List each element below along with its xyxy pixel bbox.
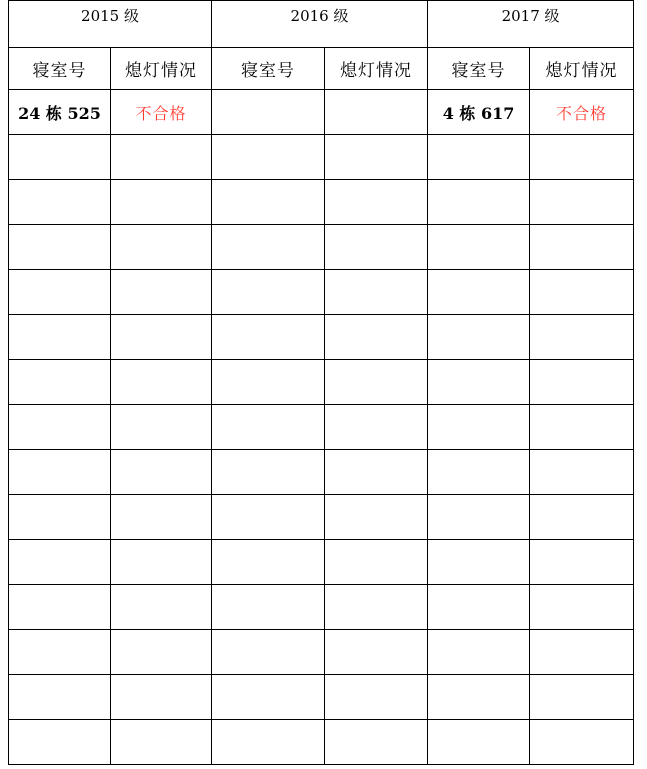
lights-status-cell (111, 450, 212, 495)
table-row (9, 180, 634, 225)
lights-status-cell (325, 495, 428, 540)
table-row (9, 270, 634, 315)
lights-status-cell (530, 630, 634, 675)
lights-status-cell (111, 360, 212, 405)
lights-status-cell (111, 495, 212, 540)
lights-status-cell: 不合格 (530, 90, 634, 135)
room-number-cell (428, 360, 530, 405)
lights-status-cell (325, 405, 428, 450)
lights-status-cell (530, 540, 634, 585)
table-row (9, 630, 634, 675)
room-number-cell (9, 450, 111, 495)
year-header-row (9, 1, 634, 48)
room-number-cell (212, 180, 325, 225)
column-header-lights: 熄灯情况 (530, 48, 634, 90)
room-number-cell (9, 270, 111, 315)
year-header-2016: 2016 级 (212, 1, 428, 48)
table-row (9, 135, 634, 180)
room-number-cell (428, 675, 530, 720)
room-number-cell (428, 180, 530, 225)
column-header-room: 寝室号 (212, 48, 325, 90)
lights-status-cell (530, 315, 634, 360)
lights-status-cell (325, 450, 428, 495)
table-row (9, 405, 634, 450)
column-header-room: 寝室号 (428, 48, 530, 90)
room-number-cell (212, 360, 325, 405)
lights-status-cell (325, 90, 428, 135)
lights-status-cell (111, 180, 212, 225)
room-number-cell (212, 675, 325, 720)
table-row (9, 720, 634, 765)
table-row (9, 450, 634, 495)
room-number-cell (212, 90, 325, 135)
room-number-cell (212, 585, 325, 630)
lights-status-cell (530, 270, 634, 315)
lights-status-cell (111, 405, 212, 450)
lights-status-cell (325, 270, 428, 315)
table-row (9, 495, 634, 540)
room-number-cell (9, 225, 111, 270)
room-number-cell (9, 585, 111, 630)
lights-status-cell (325, 540, 428, 585)
lights-status-cell (111, 585, 212, 630)
room-number-cell (428, 315, 530, 360)
room-number-cell (9, 540, 111, 585)
lights-status-cell (530, 450, 634, 495)
room-number-cell (9, 135, 111, 180)
lights-status-cell (530, 360, 634, 405)
table-row (9, 225, 634, 270)
column-header-room: 寝室号 (9, 48, 111, 90)
room-number-cell (428, 495, 530, 540)
lights-status-cell (111, 630, 212, 675)
lights-status-cell (530, 225, 634, 270)
lights-status-cell (111, 135, 212, 180)
room-number-cell (9, 315, 111, 360)
room-number-cell (212, 315, 325, 360)
lights-status-cell (530, 720, 634, 765)
lights-status-cell (111, 720, 212, 765)
inspection-sheet (8, 0, 633, 765)
lights-status-cell (325, 135, 428, 180)
room-number-cell (9, 675, 111, 720)
lights-status-cell (111, 225, 212, 270)
lights-status-cell (325, 675, 428, 720)
lights-status-cell (325, 630, 428, 675)
lights-out-table (8, 0, 634, 765)
room-number-cell (212, 270, 325, 315)
lights-status-cell (325, 225, 428, 270)
lights-status-cell (111, 270, 212, 315)
lights-status-cell (530, 135, 634, 180)
room-number-cell (212, 720, 325, 765)
room-number-cell (212, 630, 325, 675)
room-number-cell (9, 360, 111, 405)
column-header-lights: 熄灯情况 (325, 48, 428, 90)
year-header-2015: 2015 级 (9, 1, 212, 48)
room-number-cell (9, 405, 111, 450)
lights-status-cell (530, 405, 634, 450)
room-number-cell (428, 630, 530, 675)
room-number-cell (428, 135, 530, 180)
room-number-cell (428, 585, 530, 630)
lights-status-cell (325, 720, 428, 765)
table-row (9, 540, 634, 585)
lights-status-cell (111, 675, 212, 720)
table-row (9, 90, 634, 135)
table-row (9, 315, 634, 360)
table-row (9, 360, 634, 405)
lights-status-cell (530, 585, 634, 630)
lights-status-cell: 不合格 (111, 90, 212, 135)
room-number-cell (428, 270, 530, 315)
lights-status-cell (325, 180, 428, 225)
room-number-cell (428, 720, 530, 765)
lights-status-cell (111, 315, 212, 360)
room-number-cell (9, 180, 111, 225)
room-number-cell (212, 405, 325, 450)
lights-status-cell (325, 315, 428, 360)
year-header-2017: 2017 级 (428, 1, 634, 48)
column-header-lights: 熄灯情况 (111, 48, 212, 90)
lights-status-cell (325, 585, 428, 630)
room-number-cell (212, 450, 325, 495)
table-row (9, 585, 634, 630)
lights-status-cell (530, 495, 634, 540)
lights-status-cell (530, 180, 634, 225)
room-number-cell (428, 450, 530, 495)
room-number-cell (428, 540, 530, 585)
room-number-cell (212, 135, 325, 180)
lights-status-cell (111, 540, 212, 585)
room-number-cell: 24 栋 525 (9, 90, 111, 135)
room-number-cell (9, 720, 111, 765)
room-number-cell (212, 225, 325, 270)
room-number-cell (428, 225, 530, 270)
room-number-cell (212, 495, 325, 540)
room-number-cell (212, 540, 325, 585)
room-number-cell (9, 630, 111, 675)
table-row (9, 675, 634, 720)
room-number-cell (428, 405, 530, 450)
room-number-cell: 4 栋 617 (428, 90, 530, 135)
column-header-row (9, 48, 634, 90)
room-number-cell (9, 495, 111, 540)
lights-status-cell (530, 675, 634, 720)
lights-status-cell (325, 360, 428, 405)
